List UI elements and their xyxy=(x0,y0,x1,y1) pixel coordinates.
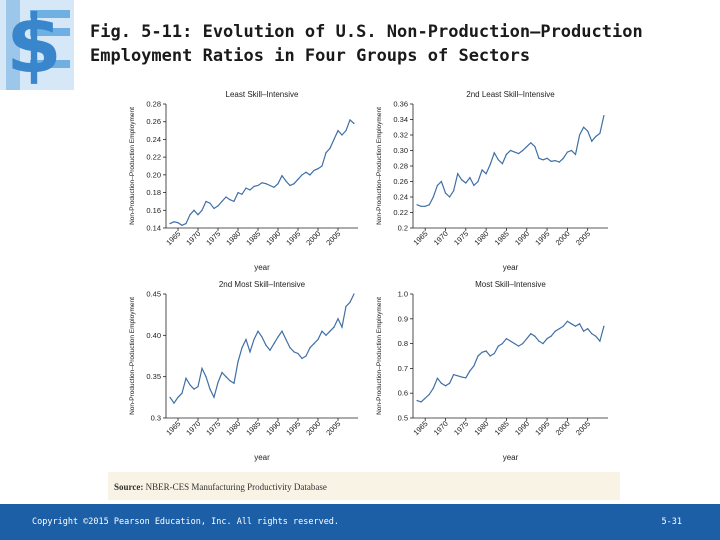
panel-2-data-point xyxy=(441,181,442,182)
panel-2-title: 2nd Least Skill–Intensive xyxy=(466,90,555,99)
panel-2-data-point xyxy=(494,152,495,153)
panel-2-y-tick-label: 0.32 xyxy=(393,130,408,140)
panel-2-y-tick-label: 0.34 xyxy=(393,115,408,124)
panel-3-data-point xyxy=(173,403,174,404)
panel-2-data-point xyxy=(445,193,446,194)
panel-3-y-tick-label: 0.35 xyxy=(146,372,161,382)
panel-1-data-point xyxy=(337,130,338,131)
panel-3-data-point xyxy=(257,331,258,332)
panel-3-data-point xyxy=(337,318,338,319)
panel-2-data-point xyxy=(502,163,503,164)
panel-1-data-point xyxy=(221,201,222,202)
panel-3-data-point xyxy=(297,353,298,354)
panel-4-data-point xyxy=(563,326,564,327)
panel-1-x-tick-label: 1985 xyxy=(244,229,263,248)
panel-3-data-point xyxy=(293,351,294,352)
panel-1-data-point xyxy=(193,210,194,211)
panel-4-data-point xyxy=(429,394,430,395)
panel-1-y-tick-label: 0.24 xyxy=(146,134,161,144)
panel-1-y-tick-label: 0.14 xyxy=(146,223,161,233)
panel-3-data-point xyxy=(269,350,270,351)
panel-1-y-tick-label: 0.26 xyxy=(146,117,161,127)
panel-4-data-point xyxy=(546,338,547,339)
panel-4-data-point xyxy=(490,355,491,356)
panel-4-data-point xyxy=(461,376,462,377)
panel-1-data-point xyxy=(201,210,202,211)
panel-3-data-point xyxy=(245,339,246,340)
panel-4-data-point xyxy=(425,398,426,399)
panel-4-data-point xyxy=(595,336,596,337)
panel-3-data-point xyxy=(217,382,218,383)
panel-3-data-point xyxy=(233,383,234,384)
panel-2-data-point xyxy=(416,204,417,205)
panel-3-data-point xyxy=(185,378,186,379)
svg-text:$: $ xyxy=(6,0,62,90)
panel-1-data-point xyxy=(229,199,230,200)
panel-4-data-point xyxy=(526,338,527,339)
panel-2-data-point xyxy=(425,206,426,207)
panel-3-data-point xyxy=(181,393,182,394)
panel-4-data-point xyxy=(538,341,539,342)
panel-2-data-point xyxy=(469,177,470,178)
panel-4-data-point xyxy=(473,365,474,366)
panel-3-data-point xyxy=(189,384,190,385)
panel-3-y-label: Non-Production–Production Employment xyxy=(129,297,136,415)
source-note xyxy=(114,482,327,492)
panel-2-data-point xyxy=(559,162,560,163)
panel-1-data-point xyxy=(173,221,174,222)
panel-2-data-point xyxy=(587,131,588,132)
panel-1-data-point xyxy=(177,222,178,223)
panel-3-data-point xyxy=(205,376,206,377)
panel-3-data-point xyxy=(333,326,334,327)
panel-2-data-point xyxy=(551,161,552,162)
panel-4-title: Most Skill–Intensive xyxy=(475,280,546,289)
panel-1-data-point xyxy=(329,148,330,149)
panel-1-y-tick-label: 0.18 xyxy=(146,188,161,198)
panel-2-y-label: Non-Production–Production Employment xyxy=(376,107,383,225)
panel-3-data-point xyxy=(193,388,194,389)
panel-4-data-point xyxy=(457,375,458,376)
panel-1-data-point xyxy=(325,152,326,153)
panel-4-y-tick-label: 0.8 xyxy=(397,339,408,349)
panel-1-data-point xyxy=(237,192,238,193)
panel-2-data-point xyxy=(603,115,604,116)
panel-3-data-point xyxy=(229,380,230,381)
panel-1-x-tick-label: 2005 xyxy=(324,229,343,248)
panel-1-data-point xyxy=(253,186,254,187)
panel-1-data-point xyxy=(197,214,198,215)
panel-2-data-point xyxy=(571,150,572,151)
panel-3-data-point xyxy=(225,376,226,377)
panel-3-data-point xyxy=(253,339,254,340)
panel-3-data-point xyxy=(265,345,266,346)
panel-4-data-point xyxy=(445,385,446,386)
panel-2-data-point xyxy=(514,151,515,152)
panel-1-x-tick-label: 2000 xyxy=(304,229,323,248)
panel-3-data-point xyxy=(309,347,310,348)
panel-4-y-tick-label: 0.5 xyxy=(397,413,408,423)
panel-2-y-tick-label: 0.22 xyxy=(393,208,408,217)
panel-1-title: Least Skill–Intensive xyxy=(225,90,299,99)
panel-4-x-tick-label: 1990 xyxy=(513,419,532,438)
panel-4-x-tick-label: 1965 xyxy=(411,419,430,438)
panel-2-data-point xyxy=(421,206,422,207)
panel-2-data-point xyxy=(567,151,568,152)
panel-1-series-line xyxy=(170,120,354,225)
panel-4-data-point xyxy=(530,333,531,334)
panel-2-data-point xyxy=(534,146,535,147)
panel-3-x-tick-label: 1975 xyxy=(204,419,223,438)
panel-4-y-tick-label: 0.7 xyxy=(397,363,408,373)
panel-4-y-tick-label: 0.6 xyxy=(397,388,408,398)
panel-2-data-point xyxy=(510,150,511,151)
panel-2-y-tick-label: 0.36 xyxy=(393,99,408,109)
panel-4-data-point xyxy=(477,355,478,356)
panel-3-data-point xyxy=(221,372,222,373)
panel-1-data-point xyxy=(209,203,210,204)
panel-3-title: 2nd Most Skill–Intensive xyxy=(218,280,306,289)
panel-4-data-point xyxy=(571,323,572,324)
panel-2-data-point xyxy=(429,204,430,205)
slide-title xyxy=(90,20,716,68)
slide-title-line-1: Fig. 5-11: Evolution of U.S. Non-Production–Production xyxy=(90,22,643,42)
panel-2-data-point xyxy=(465,182,466,183)
panel-4-data-point xyxy=(542,343,543,344)
panel-1-data-point xyxy=(249,189,250,190)
page-number: 5-31 xyxy=(661,517,682,527)
panel-2-y-tick-label: 0.2 xyxy=(397,223,408,233)
panel-4-x-tick-label: 2000 xyxy=(553,419,572,438)
panel-4-data-point xyxy=(587,328,588,329)
panel-3-data-point xyxy=(305,355,306,356)
panel-1-data-point xyxy=(261,182,262,183)
panel-2-data-point xyxy=(522,150,523,151)
panel-4-data-point xyxy=(433,388,434,389)
panel-1-data-point xyxy=(213,208,214,209)
panel-3-data-point xyxy=(281,331,282,332)
panel-3-data-point xyxy=(237,361,238,362)
panel-2-data-point xyxy=(595,136,596,137)
panel-4-data-point xyxy=(514,343,515,344)
panel-4-y-label: Non-Production–Production Employment xyxy=(376,297,383,415)
panel-3-data-point xyxy=(345,306,346,307)
panel-3-x-tick-label: 1985 xyxy=(244,419,263,438)
panel-1-y-tick-label: 0.22 xyxy=(146,152,161,162)
panel-4-data-point xyxy=(502,343,503,344)
panel-3-x-tick-label: 1995 xyxy=(284,419,303,438)
panel-4-data-point xyxy=(522,343,523,344)
panel-3-y-tick-label: 0.40 xyxy=(146,330,161,340)
panel-2-data-point xyxy=(575,154,576,155)
panel-2-data-point xyxy=(486,173,487,174)
panel-3-data-point xyxy=(325,335,326,336)
panel-1-data-point xyxy=(273,187,274,188)
panel-2-data-point xyxy=(599,133,600,134)
panel-4-data-point xyxy=(437,378,438,379)
panel-1-data-point xyxy=(241,194,242,195)
panel-4-data-point xyxy=(579,323,580,324)
panel-1-x-label: year xyxy=(254,263,270,272)
panel-4-data-point xyxy=(551,336,552,337)
panel-2-data-point xyxy=(579,134,580,135)
panel-3-data-point xyxy=(329,331,330,332)
panel-1-data-point xyxy=(233,201,234,202)
panel-1-data-point xyxy=(245,188,246,189)
panel-1-data-point xyxy=(309,174,310,175)
panel-2-data-point xyxy=(457,173,458,174)
panel-1-y-tick-label: 0.20 xyxy=(146,170,161,180)
panel-2-x-tick-label: 1970 xyxy=(431,229,450,248)
panel-4-data-point xyxy=(481,352,482,353)
panel-4-data-point xyxy=(559,328,560,329)
panel-2-data-point xyxy=(555,160,556,161)
panel-2-data-point xyxy=(490,164,491,165)
panel-1-data-point xyxy=(333,139,334,140)
panel-2-x-tick-label: 1965 xyxy=(411,229,430,248)
panel-4-x-tick-label: 1995 xyxy=(533,419,552,438)
panel-2-data-point xyxy=(437,185,438,186)
panel-3-x-tick-label: 1970 xyxy=(184,419,203,438)
panel-3-y-tick-label: 0.45 xyxy=(146,289,161,299)
panel-3-data-point xyxy=(277,336,278,337)
panel-3-x-label: year xyxy=(254,453,270,462)
panel-1-data-point xyxy=(185,223,186,224)
panel-1-y-tick-label: 0.28 xyxy=(146,99,161,109)
panel-2-data-point xyxy=(498,159,499,160)
panel-3-data-point xyxy=(285,339,286,340)
panel-1-data-point xyxy=(341,134,342,135)
panel-1-data-point xyxy=(301,174,302,175)
panel-4-y-tick-label: 1.0 xyxy=(397,289,408,299)
panel-4-data-point xyxy=(453,374,454,375)
panel-4-data-point xyxy=(575,326,576,327)
panel-1-data-point xyxy=(317,168,318,169)
panel-4-x-tick-label: 1970 xyxy=(431,419,450,438)
panel-1-x-tick-label: 1980 xyxy=(224,229,243,248)
chart-grid xyxy=(108,86,620,472)
panel-2-data-point xyxy=(473,185,474,186)
panel-3-data-point xyxy=(201,368,202,369)
panel-2-x-tick-label: 1995 xyxy=(533,229,552,248)
panel-1-data-point xyxy=(349,119,350,120)
panel-3-data-point xyxy=(349,302,350,303)
panel-3-y-tick-label: 0.3 xyxy=(150,413,161,423)
panel-4-data-point xyxy=(421,401,422,402)
panel-2-data-point xyxy=(563,158,564,159)
source-text: NBER-CES Manufacturing Productivity Database xyxy=(143,482,327,492)
panel-3-data-point xyxy=(321,331,322,332)
panel-3-data-point xyxy=(197,386,198,387)
panel-2-y-tick-label: 0.30 xyxy=(393,146,408,155)
panel-1-data-point xyxy=(225,196,226,197)
panel-1-data-point xyxy=(281,175,282,176)
panel-1-data-point xyxy=(217,205,218,206)
panel-2-data-point xyxy=(477,181,478,182)
panel-1-y-label: Non-Production–Production Employment xyxy=(129,107,136,225)
panel-2-data-point xyxy=(506,154,507,155)
panel-4-data-point xyxy=(486,350,487,351)
copyright-text: Copyright ©2015 Pearson Education, Inc. All rights reserved. xyxy=(32,517,340,527)
panel-4-data-point xyxy=(591,333,592,334)
panel-3-x-tick-label: 2000 xyxy=(304,419,323,438)
dollar-logo-icon xyxy=(0,0,74,90)
panel-4-data-point xyxy=(506,338,507,339)
panel-3-data-point xyxy=(261,336,262,337)
panel-2-y-tick-label: 0.24 xyxy=(393,192,408,202)
panel-2-data-point xyxy=(546,158,547,159)
panel-2-data-point xyxy=(518,153,519,154)
panel-2-data-point xyxy=(453,190,454,191)
panel-3-data-point xyxy=(169,397,170,398)
panel-2-data-point xyxy=(542,159,543,160)
panel-2-data-point xyxy=(433,196,434,197)
panel-4-data-point xyxy=(441,383,442,384)
panel-1-data-point xyxy=(313,170,314,171)
panel-4-data-point xyxy=(498,345,499,346)
panel-2-x-tick-label: 1990 xyxy=(513,229,532,248)
panel-4-data-point xyxy=(534,336,535,337)
panel-3-data-point xyxy=(213,397,214,398)
panel-1-data-point xyxy=(257,185,258,186)
figure-panel xyxy=(108,86,620,500)
panel-2-y-tick-label: 0.26 xyxy=(393,177,408,186)
panel-3-data-point xyxy=(249,351,250,352)
panel-1-data-point xyxy=(297,179,298,180)
panel-1-data-point xyxy=(169,223,170,224)
panel-4-data-point xyxy=(555,331,556,332)
panel-4-data-point xyxy=(603,326,604,327)
panel-4-data-point xyxy=(494,353,495,354)
panel-3-x-tick-label: 1965 xyxy=(164,419,183,438)
panel-2-data-point xyxy=(583,127,584,128)
panel-2-data-point xyxy=(449,196,450,197)
panel-4-x-label: year xyxy=(502,453,519,462)
panel-1-data-point xyxy=(293,183,294,184)
panel-4-y-tick-label: 0.9 xyxy=(397,314,408,324)
panel-4-series-line xyxy=(417,321,604,402)
panel-4-data-point xyxy=(465,377,466,378)
panel-4-data-point xyxy=(567,321,568,322)
panel-1-data-point xyxy=(277,183,278,184)
panel-1-x-tick-label: 1975 xyxy=(204,229,223,248)
panel-4-data-point xyxy=(449,383,450,384)
panel-1-data-point xyxy=(189,214,190,215)
panel-4-x-tick-label: 1980 xyxy=(472,419,491,438)
panel-3-data-point xyxy=(301,358,302,359)
panel-1-data-point xyxy=(269,185,270,186)
panel-1-data-point xyxy=(265,183,266,184)
panel-2-x-tick-label: 2000 xyxy=(553,229,572,248)
panel-4-data-point xyxy=(416,400,417,401)
panel-3-data-point xyxy=(241,347,242,348)
source-label: Source: xyxy=(114,482,144,492)
panel-1-data-point xyxy=(345,130,346,131)
panel-3-data-point xyxy=(177,397,178,398)
panel-2-data-point xyxy=(526,146,527,147)
panel-3-data-point xyxy=(209,388,210,389)
panel-4-data-point xyxy=(518,345,519,346)
panel-3-data-point xyxy=(353,293,354,294)
panel-3-data-point xyxy=(313,343,314,344)
panel-3-data-point xyxy=(317,339,318,340)
panel-1-data-point xyxy=(289,185,290,186)
panel-2-x-tick-label: 2005 xyxy=(573,229,593,248)
panel-3-data-point xyxy=(289,347,290,348)
panel-2-x-tick-label: 1980 xyxy=(472,229,491,248)
panel-3-data-point xyxy=(273,343,274,344)
panel-4-x-tick-label: 2005 xyxy=(573,419,593,438)
panel-2-y-tick-label: 0.28 xyxy=(393,161,408,171)
panel-3-x-tick-label: 1990 xyxy=(264,419,283,438)
panel-2-x-tick-label: 1985 xyxy=(492,229,511,248)
panel-3-x-tick-label: 1980 xyxy=(224,419,243,438)
panel-1-data-point xyxy=(305,172,306,173)
panel-1-x-tick-label: 1965 xyxy=(164,229,183,248)
panel-1-x-tick-label: 1995 xyxy=(284,229,303,248)
panel-4-data-point xyxy=(599,341,600,342)
panel-2-data-point xyxy=(461,179,462,180)
panel-2-data-point xyxy=(530,142,531,143)
panel-3-x-tick-label: 2005 xyxy=(324,419,343,438)
panel-1-data-point xyxy=(181,225,182,226)
panel-2-data-point xyxy=(591,141,592,142)
panel-1-data-point xyxy=(205,201,206,202)
panel-4-data-point xyxy=(510,341,511,342)
panel-1-data-point xyxy=(353,123,354,124)
panel-1-data-point xyxy=(285,180,286,181)
panel-2-x-label: year xyxy=(502,263,519,272)
panel-2-x-tick-label: 1975 xyxy=(452,229,471,248)
panel-3-data-point xyxy=(341,326,342,327)
panel-4-x-tick-label: 1985 xyxy=(492,419,511,438)
panel-4-x-tick-label: 1975 xyxy=(452,419,471,438)
panel-1-data-point xyxy=(321,165,322,166)
panel-2-data-point xyxy=(481,169,482,170)
panel-1-x-tick-label: 1970 xyxy=(184,229,203,248)
slide-title-line-2: Employment Ratios in Four Groups of Sectors xyxy=(90,46,531,66)
footer-bar xyxy=(0,504,720,540)
panel-1-x-tick-label: 1990 xyxy=(264,229,283,248)
panel-2-data-point xyxy=(538,158,539,159)
panel-1-y-tick-label: 0.16 xyxy=(146,205,161,215)
panel-4-data-point xyxy=(583,331,584,332)
panel-4-data-point xyxy=(469,370,470,371)
